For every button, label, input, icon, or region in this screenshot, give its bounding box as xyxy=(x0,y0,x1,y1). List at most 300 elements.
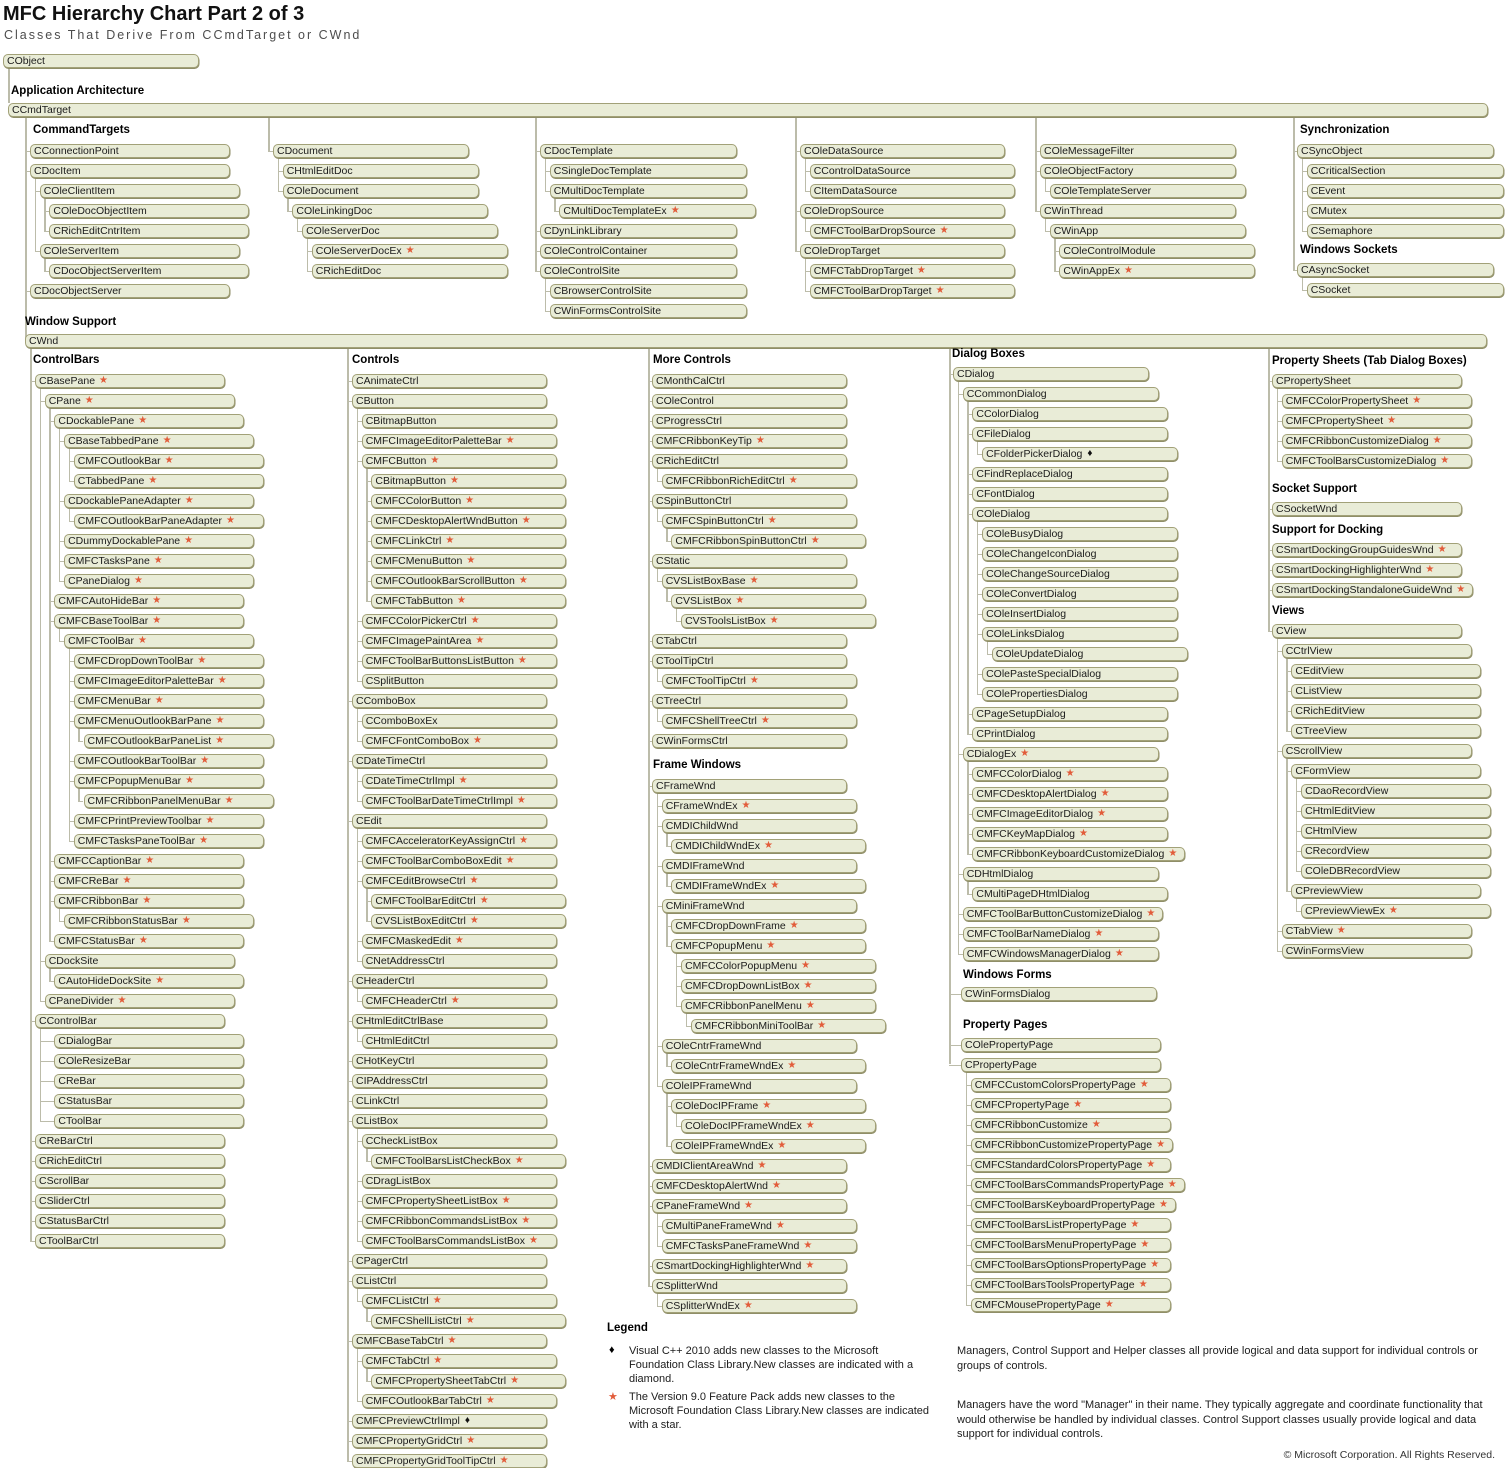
class-name: CDummyDockablePane xyxy=(68,535,181,547)
class-name: CMFCFontComboBox xyxy=(365,735,469,747)
class-box xyxy=(362,954,557,968)
star-icon: ★ xyxy=(475,635,485,646)
class-box xyxy=(662,1219,857,1233)
class-name: CMFCToolBarComboBoxEdit xyxy=(365,855,502,867)
class-box xyxy=(652,554,847,568)
class-box xyxy=(371,594,566,608)
class-name: CEdit xyxy=(356,815,382,827)
class-name: CMFCColorPickerCtrl xyxy=(365,615,467,627)
class-name: COleDropSource xyxy=(804,205,884,217)
class-name: CPropertyPage xyxy=(965,1059,1037,1071)
star-icon: ★ xyxy=(608,1391,618,1403)
class-name: COleControlContainer xyxy=(544,245,648,257)
class-box xyxy=(652,1279,847,1293)
class-name: CMFCRibbonCustomize xyxy=(974,1119,1088,1131)
class-box xyxy=(992,647,1188,661)
class-name: CScrollView xyxy=(1285,745,1343,757)
star-icon: ★ xyxy=(805,1000,815,1011)
class-box xyxy=(662,1079,857,1093)
class-name: CWnd xyxy=(29,335,59,347)
star-icon: ★ xyxy=(916,265,926,276)
class-name: CMFCRibbonRichEditCtrl xyxy=(665,475,785,487)
class-name: CDateTimeCtrlImpl xyxy=(365,775,455,787)
star-icon: ★ xyxy=(1437,544,1447,555)
star-icon: ★ xyxy=(499,1455,509,1466)
class-name: CSyncObject xyxy=(1301,145,1363,157)
class-name: CWinFormsControlSite xyxy=(553,305,662,317)
class-box xyxy=(961,1038,1161,1052)
class-name: CDragListBox xyxy=(365,1175,431,1187)
class-name: CPaneDialog xyxy=(68,575,130,587)
class-box xyxy=(550,164,747,178)
class-name: CPrintDialog xyxy=(976,728,1036,740)
class-box xyxy=(1272,583,1473,597)
class-name: CMFCToolBarsCommandsPropertyPage xyxy=(974,1179,1164,1191)
class-box xyxy=(540,144,737,158)
class-name: CStatusBarCtrl xyxy=(39,1215,110,1227)
class-box xyxy=(671,594,866,608)
star-icon: ★ xyxy=(457,595,466,606)
class-box xyxy=(312,264,508,278)
class-name: CMFCButton xyxy=(365,455,427,467)
class-box xyxy=(972,807,1168,821)
class-box xyxy=(800,204,1005,218)
class-box xyxy=(84,794,274,808)
class-name: COleUpdateDialog xyxy=(995,648,1084,660)
class-box xyxy=(972,427,1168,441)
class-name: CFrameWndEx xyxy=(665,800,738,812)
page-title: MFC Hierarchy Chart Part 2 of 3 xyxy=(3,3,305,25)
class-box xyxy=(54,874,244,888)
class-name: COleMessageFilter xyxy=(1044,145,1134,157)
class-box xyxy=(982,447,1178,461)
star-icon: ★ xyxy=(766,940,776,951)
class-box xyxy=(1272,624,1462,638)
star-icon: ★ xyxy=(1091,1119,1101,1130)
class-name: CWinApp xyxy=(1053,225,1099,237)
star-icon: ★ xyxy=(153,555,163,566)
class-box xyxy=(352,814,547,828)
class-name: CMFCRibbonCustomizePropertyPage xyxy=(974,1139,1153,1151)
class-box xyxy=(371,474,566,488)
class-name: CMFCToolBarNameDialog xyxy=(966,928,1091,940)
class-name: COleIPFrameWndEx xyxy=(675,1140,774,1152)
star-icon: ★ xyxy=(517,655,527,666)
class-name: CMFCToolBarButtonCustomizeDialog xyxy=(966,908,1143,920)
class-name: CMonthCalCtrl xyxy=(656,375,725,387)
class-name: CBaseTabbedPane xyxy=(68,435,159,447)
class-box xyxy=(559,204,756,218)
star-icon: ★ xyxy=(501,1195,511,1206)
class-box xyxy=(1291,684,1481,698)
class-box xyxy=(371,1154,566,1168)
class-box xyxy=(662,474,857,488)
star-icon: ★ xyxy=(185,775,195,786)
class-name: COleConvertDialog xyxy=(986,588,1077,600)
class-box xyxy=(54,894,244,908)
class-box xyxy=(362,614,557,628)
class-box xyxy=(371,494,566,508)
class-box xyxy=(352,374,547,388)
class-box xyxy=(362,1294,557,1308)
class-box xyxy=(283,184,479,198)
class-box xyxy=(652,734,847,748)
class-name: CBitmapButton xyxy=(375,475,447,487)
star-icon: ★ xyxy=(1138,1279,1148,1290)
star-icon: ★ xyxy=(117,995,127,1006)
class-name: CMultiPaneFrameWnd xyxy=(665,1220,772,1232)
class-box xyxy=(671,839,866,853)
class-box xyxy=(662,1039,857,1053)
class-box xyxy=(971,1298,1171,1312)
class-name: CFontDialog xyxy=(976,488,1035,500)
class-name: CMFCMenuBar xyxy=(77,695,151,707)
class-box xyxy=(662,859,857,873)
class-name: CDockablePaneAdapter xyxy=(68,495,181,507)
star-icon: ★ xyxy=(516,795,526,806)
class-name: COleTemplateServer xyxy=(1053,185,1152,197)
class-box xyxy=(972,507,1168,521)
class-box xyxy=(982,547,1178,561)
class-box xyxy=(963,947,1159,961)
class-box xyxy=(1282,454,1472,468)
class-name: CFormView xyxy=(1295,765,1351,777)
class-name: CVSListBox xyxy=(675,595,732,607)
class-name: CMFCRibbonMiniToolBar xyxy=(694,1020,814,1032)
page-subtitle: Classes That Derive From CCmdTarget or CWnd xyxy=(4,28,362,42)
class-name: CHeaderCtrl xyxy=(356,975,415,987)
class-name: CMutex xyxy=(1310,205,1347,217)
class-box xyxy=(671,939,866,953)
diamond-icon: ♦ xyxy=(464,1415,470,1426)
class-box xyxy=(74,514,264,528)
section-header-morecontrols: More Controls xyxy=(653,354,731,366)
class-name: CHtmlEditDoc xyxy=(286,165,353,177)
class-name: CAsyncSocket xyxy=(1301,264,1370,276)
class-name: CMFCLinkCtrl xyxy=(375,535,442,547)
star-icon: ★ xyxy=(775,1220,785,1231)
class-name: CComboBoxEx xyxy=(365,715,438,727)
class-name: CMFCBaseTabCtrl xyxy=(356,1335,444,1347)
class-name: CMultiDocTemplateEx xyxy=(563,205,667,217)
class-box xyxy=(681,959,876,973)
class-name: COleIPFrameWnd xyxy=(665,1080,752,1092)
class-name: CToolBar xyxy=(58,1115,102,1127)
class-box xyxy=(652,634,847,648)
class-name: CMFCToolBar xyxy=(68,635,135,647)
class-name: CMFCPropertyGridToolTipCtrl xyxy=(356,1455,496,1467)
class-name: CMFCMenuButton xyxy=(375,555,463,567)
class-box xyxy=(652,494,847,508)
class-box xyxy=(49,204,249,218)
class-box xyxy=(371,574,566,588)
class-box xyxy=(54,614,244,628)
class-box xyxy=(64,634,254,648)
class-name: CMFCTabDropTarget xyxy=(813,265,913,277)
class-name: CMFCPropertySheetTabCtrl xyxy=(375,1375,507,1387)
class-box xyxy=(352,974,547,988)
class-box xyxy=(352,1274,547,1288)
star-icon: ★ xyxy=(181,915,191,926)
class-box xyxy=(1297,263,1494,277)
class-box xyxy=(352,694,547,708)
class-name: CMFCShellListCtrl xyxy=(375,1315,462,1327)
class-box xyxy=(1301,784,1491,798)
star-icon: ★ xyxy=(184,535,194,546)
class-box xyxy=(74,454,264,468)
class-box xyxy=(54,1094,244,1108)
class-name: CDialogBar xyxy=(58,1035,113,1047)
star-icon: ★ xyxy=(788,475,798,486)
star-icon: ★ xyxy=(142,895,152,906)
class-box xyxy=(45,394,235,408)
star-icon: ★ xyxy=(735,595,745,606)
star-icon: ★ xyxy=(430,455,440,466)
class-box xyxy=(312,244,508,258)
class-box xyxy=(1307,204,1504,218)
star-icon: ★ xyxy=(1079,828,1088,839)
class-name: CFindReplaceDialog xyxy=(976,468,1073,480)
star-icon: ★ xyxy=(1387,415,1397,426)
class-name: COleServerDoc xyxy=(306,225,380,237)
class-box xyxy=(362,634,557,648)
class-name: CMFCListCtrl xyxy=(365,1295,429,1307)
class-name: CMFCShellTreeCtrl xyxy=(665,715,757,727)
class-name: CMFCColorPopupMenu xyxy=(685,960,798,972)
star-icon: ★ xyxy=(1094,928,1104,939)
class-box xyxy=(74,814,264,828)
star-icon: ★ xyxy=(152,595,162,606)
class-name: CMFCRibbonBar xyxy=(58,895,139,907)
class-name: CSocketWnd xyxy=(1276,503,1338,515)
star-icon: ★ xyxy=(215,715,225,726)
legend-item: Visual C++ 2010 adds new classes to the Microsoft Foundation Class Library.New classes are indicated with a diamond. xyxy=(629,1345,914,1385)
class-box xyxy=(362,1354,557,1368)
class-box xyxy=(671,1139,866,1153)
section-header-controlbars: ControlBars xyxy=(33,354,100,366)
class-box xyxy=(972,487,1168,501)
class-box xyxy=(671,879,866,893)
class-box xyxy=(810,224,1015,238)
star-icon: ★ xyxy=(138,935,148,946)
class-box xyxy=(963,387,1159,401)
class-box xyxy=(662,1239,857,1253)
star-icon: ★ xyxy=(225,515,235,526)
class-name: CMFCAutoHideBar xyxy=(58,595,149,607)
class-box xyxy=(74,694,264,708)
class-box xyxy=(35,1234,225,1248)
class-name: CCheckListBox xyxy=(365,1135,438,1147)
class-name: CMDIChildWnd xyxy=(665,820,739,832)
class-name: CPreviewViewEx xyxy=(1305,905,1385,917)
class-name: CMFCToolBarsListPropertyPage xyxy=(974,1219,1127,1231)
class-name: CTabView xyxy=(1285,925,1333,937)
class-box xyxy=(74,714,264,728)
class-box xyxy=(362,1174,557,1188)
class-name: CFrameWnd xyxy=(656,780,716,792)
class-box xyxy=(652,394,847,408)
class-box xyxy=(362,434,557,448)
class-box xyxy=(362,1214,557,1228)
class-box xyxy=(671,534,866,548)
class-box xyxy=(810,264,1015,278)
class-name: COleObjectFactory xyxy=(1044,165,1134,177)
class-box xyxy=(371,1374,566,1388)
class-box xyxy=(652,1199,847,1213)
class-box xyxy=(35,1194,225,1208)
class-box xyxy=(362,1394,557,1408)
note-managers: Managers have the word "Manager" in their name. They typically aggregate and coordinate functionality that would otherwise be handled by individual classes. Control Support classes usually provide logical and data support for individual controls. xyxy=(957,1399,1483,1440)
star-icon: ★ xyxy=(84,395,94,406)
class-box xyxy=(362,834,557,848)
class-box xyxy=(1307,283,1504,297)
class-name: COleDropTarget xyxy=(804,245,880,257)
class-name: CDocument xyxy=(277,145,333,157)
class-box xyxy=(1301,864,1491,878)
class-name: CMFCToolBarsListCheckBox xyxy=(375,1155,511,1167)
class-box xyxy=(972,847,1185,861)
class-box xyxy=(371,914,566,928)
star-icon: ★ xyxy=(469,875,479,886)
class-name: CDateTimeCtrl xyxy=(356,755,426,767)
class-name: COleDataSource xyxy=(804,145,884,157)
star-icon: ★ xyxy=(138,415,148,426)
note-control-support: Managers, Control Support and Helper classes all provide logical and data support for individual controls or groups of controls. xyxy=(957,1345,1478,1372)
star-icon: ★ xyxy=(939,225,949,236)
star-icon: ★ xyxy=(470,615,480,626)
class-box xyxy=(352,1254,547,1268)
class-name: CMFCWindowsManagerDialog xyxy=(966,948,1111,960)
class-box xyxy=(810,284,1015,298)
star-icon: ★ xyxy=(1140,1239,1150,1250)
class-name: CDocObjectServer xyxy=(34,285,122,297)
class-name: CMFCToolBarButtonsListButton xyxy=(365,655,514,667)
class-name: COleDocIPFrame xyxy=(675,1100,759,1112)
class-box xyxy=(84,734,274,748)
star-icon: ★ xyxy=(510,1375,520,1386)
class-name: CMDIChildWndEx xyxy=(675,840,760,852)
class-box xyxy=(1040,204,1236,218)
star-icon: ★ xyxy=(1104,1299,1114,1310)
section-header-framewindows: Frame Windows xyxy=(653,759,742,771)
section-header: Window Support xyxy=(25,316,117,328)
class-name: CDocTemplate xyxy=(544,145,613,157)
class-box xyxy=(362,774,557,788)
class-name: CRichEditDoc xyxy=(315,265,382,277)
class-name: CSmartDockingGroupGuidesWnd xyxy=(1276,544,1434,556)
class-box xyxy=(352,1114,547,1128)
class-box xyxy=(371,894,566,908)
class-name: COleServerDocEx xyxy=(315,245,402,257)
class-name: CMFCToolBarsKeyboardPropertyPage xyxy=(974,1199,1156,1211)
class-box xyxy=(1050,224,1246,238)
class-name: CDHtmlDialog xyxy=(966,868,1034,880)
class-name: COleCntrFrameWnd xyxy=(665,1040,762,1052)
class-box xyxy=(971,1118,1171,1132)
class-box xyxy=(1307,224,1504,238)
section-header-supportfordocking: Support for Docking xyxy=(1272,524,1384,536)
class-box xyxy=(1291,704,1481,718)
class-name: CControlBar xyxy=(39,1015,97,1027)
class-name: CMFCRibbonCustomizeDialog xyxy=(1285,435,1429,447)
class-name: COleDocIPFrameWndEx xyxy=(685,1120,802,1132)
class-name: CMFCOutlookBar xyxy=(77,455,161,467)
class-box xyxy=(971,1258,1171,1272)
class-name: CMFCToolTipCtrl xyxy=(665,675,746,687)
class-name: CMFCColorButton xyxy=(375,495,462,507)
class-name: CMFCOutlookBarScrollButton xyxy=(375,575,515,587)
class-box xyxy=(681,999,876,1013)
class-name: CHotKeyCtrl xyxy=(356,1055,415,1067)
class-box xyxy=(972,787,1168,801)
class-box xyxy=(963,907,1164,921)
class-name: CCtrlView xyxy=(1285,645,1333,657)
class-name: CMFCColorPropertySheet xyxy=(1285,395,1409,407)
class-box xyxy=(35,1014,225,1028)
class-box xyxy=(74,774,264,788)
class-name: CColorDialog xyxy=(976,408,1039,420)
class-name: CMFCImageEditorPaletteBar xyxy=(77,675,214,687)
class-name: CSmartDockingStandaloneGuideWnd xyxy=(1276,584,1453,596)
class-box xyxy=(810,164,1015,178)
class-name: CSpinButtonCtrl xyxy=(656,495,732,507)
class-box xyxy=(1059,244,1255,258)
class-name: CMDIFrameWnd xyxy=(665,860,745,872)
class-name: CMDIFrameWndEx xyxy=(675,880,767,892)
star-icon: ★ xyxy=(789,920,799,931)
class-name: COleDBRecordView xyxy=(1305,865,1401,877)
star-icon: ★ xyxy=(767,515,777,526)
section-header-windowssockets: Windows Sockets xyxy=(1300,244,1398,256)
star-icon: ★ xyxy=(744,1200,753,1211)
class-box xyxy=(74,474,264,488)
class-name: CMFCMaskedEdit xyxy=(365,935,451,947)
star-icon: ★ xyxy=(528,1235,538,1246)
class-name: CMFCPopupMenu xyxy=(675,940,763,952)
class-box xyxy=(1291,664,1481,678)
class-name: CMFCToolBarDropTarget xyxy=(813,285,932,297)
class-box xyxy=(1307,184,1504,198)
class-name: CBrowserControlSite xyxy=(553,285,652,297)
star-icon: ★ xyxy=(450,995,460,1006)
class-name: CNetAddressCtrl xyxy=(365,955,445,967)
class-name: CWinThread xyxy=(1044,205,1103,217)
star-icon: ★ xyxy=(1124,265,1133,276)
class-box xyxy=(982,587,1178,601)
class-box xyxy=(652,1259,847,1273)
star-icon: ★ xyxy=(145,855,155,866)
class-name: COleDocObjectItem xyxy=(53,205,147,217)
class-box xyxy=(352,1434,547,1448)
class-box xyxy=(982,667,1178,681)
class-name: COleBusyDialog xyxy=(986,528,1064,540)
class-name: CSmartDockingHighlighterWnd xyxy=(1276,564,1422,576)
class-name: CDockablePane xyxy=(58,415,135,427)
star-icon: ★ xyxy=(1168,848,1178,859)
class-name: CObject xyxy=(7,55,45,67)
star-icon: ★ xyxy=(1130,1219,1140,1230)
class-box xyxy=(362,414,557,428)
class-box xyxy=(681,979,876,993)
star-icon: ★ xyxy=(935,285,945,296)
class-box xyxy=(1272,563,1462,577)
class-box xyxy=(1282,434,1472,448)
class-box xyxy=(1272,502,1462,516)
class-box xyxy=(352,1454,547,1468)
class-name: CMFCHeaderCtrl xyxy=(365,995,447,1007)
class-box xyxy=(352,1334,547,1348)
star-icon: ★ xyxy=(803,1240,813,1251)
